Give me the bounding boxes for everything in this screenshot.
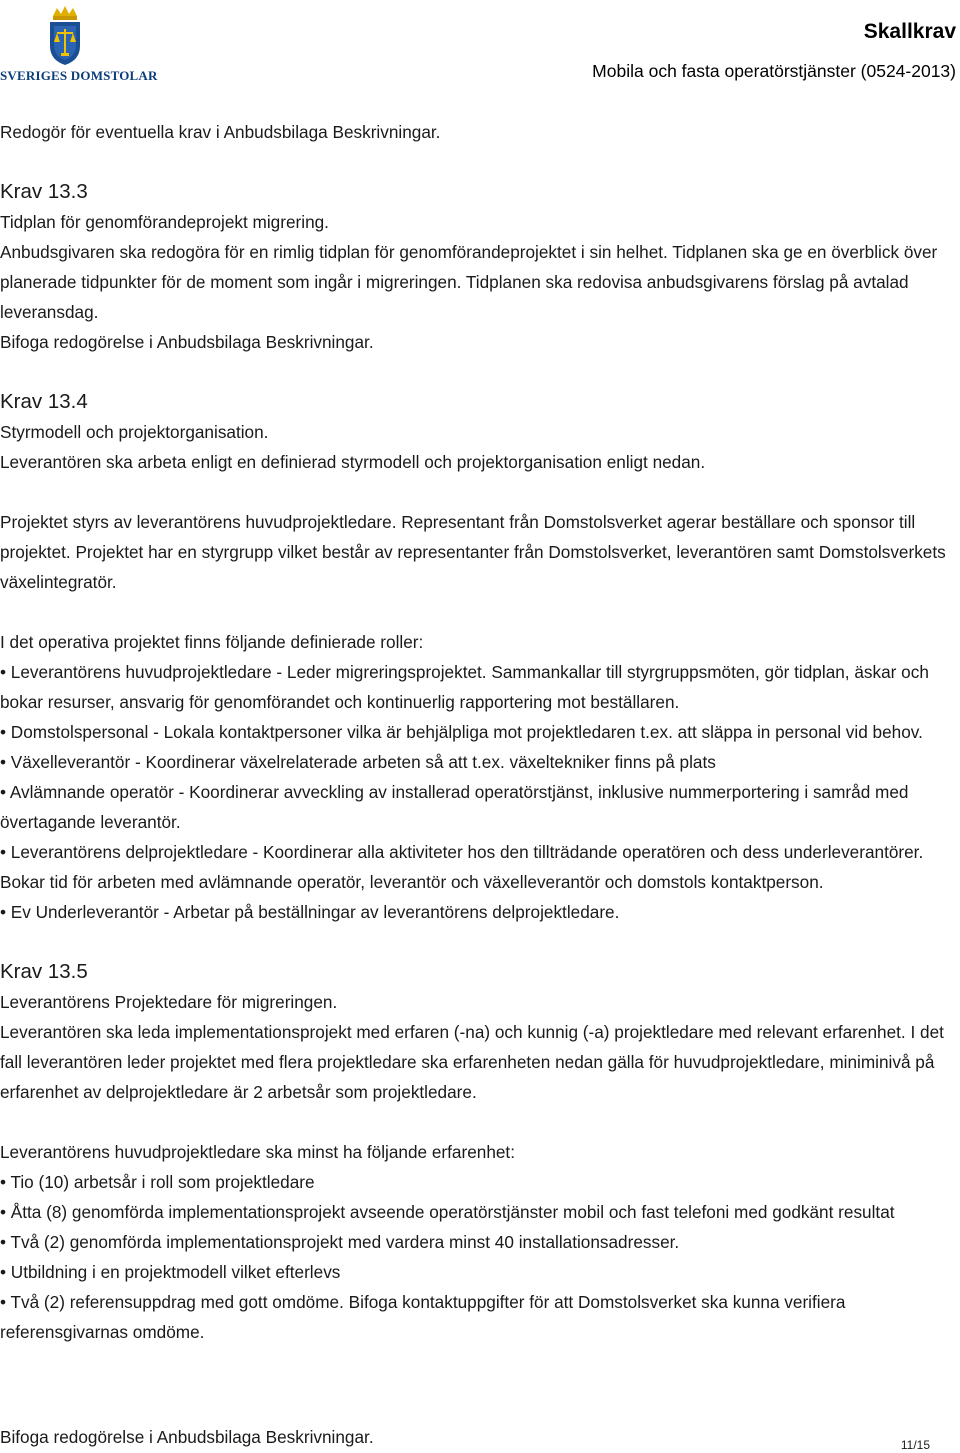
krav-13-4-body2: Projektet styrs av leverantörens huvudprojektledare. Representant från Domstolsverket agerar beställare och sponsor till projektet. Projektet har en styrgrupp vilket består av representanter från Domstolsverket, leverantören samt Domstolsverkets växelintegratör. bbox=[0, 512, 946, 592]
krav-13-4-subheading: Styrmodell och projektorganisation. bbox=[0, 422, 269, 442]
list-item: • Ev Underleverantör - Arbetar på beställningar av leverantörens delprojektledare. bbox=[0, 902, 620, 922]
logo-text: SVERIGES DOMSTOLAR bbox=[0, 68, 158, 83]
krav-13-5-subheading: Leverantörens Projektedare för migreringen. bbox=[0, 992, 338, 1012]
intro-text: Redogör för eventuella krav i Anbudsbilaga Beskrivningar. bbox=[0, 122, 441, 142]
list-item: • Domstolspersonal - Lokala kontaktpersoner vilka är behjälpliga mot projektledaren t.ex. att släppa in personal vid behov. bbox=[0, 722, 923, 742]
list-item: • Utbildning i en projektmodell vilket efterlevs bbox=[0, 1262, 341, 1282]
list-item: • Växelleverantör - Koordinerar växelrelaterade arbeten så att t.ex. växeltekniker finns på plats bbox=[0, 752, 716, 772]
crown-and-scales-emblem-icon bbox=[47, 4, 83, 66]
krav-13-5-heading: Krav 13.5 bbox=[0, 960, 88, 983]
krav-13-3-attach: Bifoga redogörelse i Anbudsbilaga Beskrivningar. bbox=[0, 332, 374, 352]
list-item: • Leverantörens huvudprojektledare - Leder migreringsprojektet. Sammankallar till styrgruppsmöten, gör tidplan, äskar och bokar resurser, ansvarig för genomförandet och kontinuerlig rapportering mot beställaren. bbox=[0, 662, 929, 712]
krav-13-3-body: Anbudsgivaren ska redogöra för en rimlig tidplan för genomförandeprojektet i sin helhet. Tidplanen ska ge en överblick över planerade tidpunkter för de moment som ingår i migreringen. Tidplanen ska redovisa anbudsgivarens förslag på avtalad leveransdag. bbox=[0, 242, 938, 322]
list-item: • Två (2) referensuppdrag med gott omdöme. Bifoga kontaktuppgifter för att Domstolsverket ska kunna verifiera referensgivarnas omdöme. bbox=[0, 1292, 846, 1342]
list-item: • Tio (10) arbetsår i roll som projektledare bbox=[0, 1172, 315, 1192]
krav-13-4-heading: Krav 13.4 bbox=[0, 390, 88, 413]
page-header bbox=[0, 0, 960, 90]
requirements-intro: Leverantörens huvudprojektledare ska minst ha följande erfarenhet: bbox=[0, 1142, 515, 1162]
document-title: Skallkrav bbox=[863, 20, 956, 43]
krav-13-3-heading: Krav 13.3 bbox=[0, 180, 88, 203]
krav-13-5-body: Leverantören ska leda implementationsprojekt med erfaren (-na) och kunnig (-a) projektledare med relevant erfarenhet. I det fall leverantören leder projektet med flera projektledare ska erfarenheten nedan gälla för huvudprojektledare, miniminivå på erfarenhet av delprojektledare är 2 arbetsår som projektledare. bbox=[0, 1022, 944, 1102]
list-item: • Åtta (8) genomförda implementationsprojekt avseende operatörstjänster mobil och fast telefoni med godkänt resultat bbox=[0, 1202, 895, 1222]
document-subtitle: Mobila och fasta operatörstjänster (0524-2013) bbox=[592, 61, 956, 81]
footer-attach-text: Bifoga redogörelse i Anbudsbilaga Beskrivningar. bbox=[0, 1427, 374, 1447]
krav-13-3-subheading: Tidplan för genomförandeprojekt migrering. bbox=[0, 212, 329, 232]
page-number: 11/15 bbox=[900, 1438, 930, 1452]
list-item: • Leverantörens delprojektledare - Koordinerar alla aktiviteter hos den tillträdande operatören och dess underleverantörer. Bokar tid för arbeten med avlämnande operatör, leverantör och växelleverantör och domstols kontaktperson. bbox=[0, 842, 924, 892]
list-item: • Två (2) genomförda implementationsprojekt med vardera minst 40 installationsadresser. bbox=[0, 1232, 680, 1252]
document-body bbox=[0, 117, 960, 1347]
krav-13-4-body1: Leverantören ska arbeta enligt en definierad styrmodell och projektorganisation enligt nedan. bbox=[0, 452, 706, 472]
list-item: • Avlämnande operatör - Koordinerar avveckling av installerad operatörstjänst, inklusive nummerportering i samråd med övertagande leverantör. bbox=[0, 782, 909, 832]
roles-intro: I det operativa projektet finns följande definierade roller: bbox=[0, 632, 424, 652]
logo bbox=[0, 4, 158, 84]
